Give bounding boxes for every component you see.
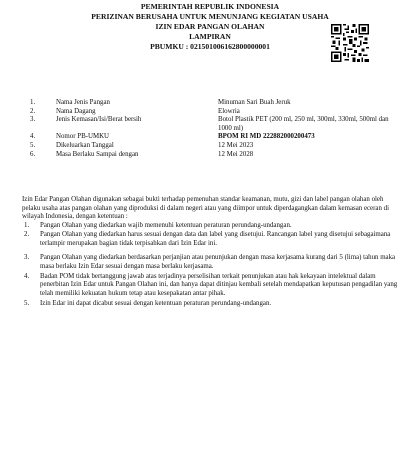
field-label: Jenis Kemasan/Isi/Berat bersih bbox=[56, 116, 142, 124]
field-label: Nama Jenis Pangan bbox=[56, 99, 110, 106]
item-text: Pangan Olahan yang diedarkan wajib memenuhi ketentuan peraturan perundang-undangan. bbox=[40, 221, 292, 229]
product-fields bbox=[30, 99, 402, 159]
item-number: 3. bbox=[24, 254, 30, 262]
header-permit-title: IZIN EDAR PANGAN OLAHAN bbox=[155, 22, 265, 31]
field-label: Nama Dagang bbox=[56, 107, 96, 115]
list-item bbox=[22, 222, 400, 231]
field-label: Nomor PB-UMKU bbox=[56, 133, 110, 141]
field-value: Botol Plastik PET (200 ml, 250 ml, 300ml, 330ml, 500ml dan 1000 ml) bbox=[218, 116, 389, 132]
item-text: Pangan Olahan yang diedarkan harus sesuai dengan data dan label yang disetujui. Rancangan label yang disetujui sebagaimana terlampir merupakan bagian tidak terpisahkan dari Izin Edar ini. bbox=[40, 231, 391, 247]
field-number: 6. bbox=[30, 150, 36, 158]
field-number: 4. bbox=[30, 133, 36, 141]
list-item bbox=[22, 231, 400, 248]
field-row bbox=[30, 142, 402, 151]
field-row bbox=[30, 133, 402, 142]
header-attachment: LAMPIRAN bbox=[189, 32, 231, 41]
item-number: 1. bbox=[24, 221, 30, 229]
document-header bbox=[60, 2, 360, 52]
field-number: 3. bbox=[30, 116, 36, 124]
list-item bbox=[22, 254, 400, 271]
field-label: Dikeluarkan Tanggal bbox=[56, 141, 114, 149]
pbumku-number: PBUMKU : 021501006162800000001 bbox=[150, 42, 270, 51]
issue-date: 12 Mei 2023 bbox=[218, 141, 254, 149]
item-number: 4. bbox=[24, 272, 30, 280]
item-number: 2. bbox=[24, 231, 30, 239]
qr-code-icon bbox=[331, 24, 369, 62]
field-row bbox=[30, 108, 402, 117]
item-text: Izin Edar ini dapat dicabut sesuai dengan ketentuan peraturan perundang-undangan. bbox=[40, 299, 272, 307]
header-permit-type: PERIZINAN BERUSAHA UNTUK MENUNJANG KEGIATAN USAHA bbox=[91, 12, 329, 21]
registration-number: BPOM RI MD 222882000200473 bbox=[218, 133, 315, 141]
field-value: Minuman Sari Buah Jeruk bbox=[218, 99, 291, 106]
field-row bbox=[30, 116, 402, 133]
item-text: Pangan Olahan yang diedarkan berdasarkan perjanjian atau penunjukan dengan masa kerjasama kurang dari 5 (lima) tahun maka masa berlaku Izin Edar sesuai dengan masa berlaku kerjasama. bbox=[40, 254, 396, 271]
item-number: 5. bbox=[24, 299, 30, 307]
expiry-date: 12 Mei 2028 bbox=[218, 150, 254, 158]
item-text: Badan POM tidak bertanggung jawab atas terjadinya perselisihan terkait penunjukan atau hak kekayaan intelektual dalam penerbitan Izin Edar untuk Pangan Olahan ini, dan hanya dapat ditinjau kembali setelah mendapatkan keputusan pengadilan yang telah memiliki kekuatan hukum tetap atau kesepakatan antar pihak. bbox=[40, 272, 398, 297]
field-number: 2. bbox=[30, 107, 36, 115]
terms-list bbox=[22, 222, 400, 308]
intro-paragraph: Izin Edar Pangan Olahan digunakan sebagai bukti terhadap pemenuhan standar keamanan, mutu, gizi dan label pangan olahan oleh pelaku usaha atas pangan olahan yang diproduksi di dalam negeri atau yang diimpor untuk diperdagangkan dalam kemasan eceran di wilayah Indonesia, dengan ketentuan : bbox=[22, 196, 389, 221]
field-number: 1. bbox=[30, 99, 36, 106]
list-item bbox=[22, 300, 400, 309]
field-value: Elowria bbox=[218, 107, 240, 115]
field-row bbox=[30, 151, 402, 160]
list-item bbox=[22, 273, 400, 299]
field-row bbox=[30, 99, 402, 108]
terms-section bbox=[22, 196, 400, 309]
field-number: 5. bbox=[30, 141, 36, 149]
field-label: Masa Berlaku Sampai dengan bbox=[56, 150, 139, 158]
header-government: PEMERINTAH REPUBLIK INDONESIA bbox=[140, 2, 280, 11]
